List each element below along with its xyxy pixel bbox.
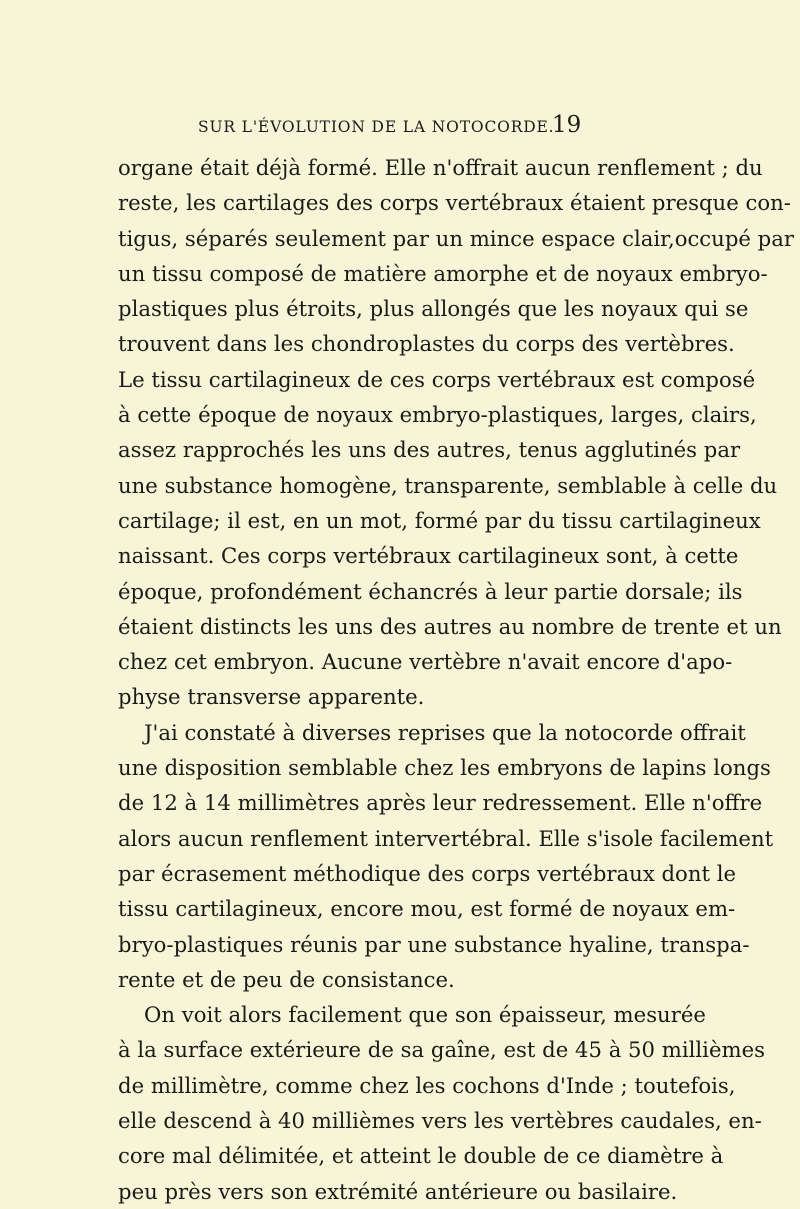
text-line: un tissu composé de matière amorphe et de noyaux embryo- <box>118 260 768 286</box>
text-line: à la surface extérieure de sa gaîne, est de 45 à 50 millièmes <box>118 1037 765 1063</box>
text-line: tigus, séparés seulement par un mince espace clair,occupé par <box>118 225 794 251</box>
text-line: par écrasement méthodique des corps vertébraux dont le <box>118 860 737 886</box>
text-line: chez cet embryon. Aucune vertèbre n'avait encore d'apo- <box>118 649 733 675</box>
text-line: de 12 à 14 millimètres après leur redressement. Elle n'offre <box>118 790 763 816</box>
page-number: 19 <box>552 112 582 138</box>
text-line: trouvent dans les chondroplastes du corps des vertèbres. <box>118 331 735 357</box>
text-line: plastiques plus étroits, plus allongés que les noyaux qui se <box>118 296 749 322</box>
text-line: organe était déjà formé. Elle n'offrait aucun renflement ; du <box>118 155 763 180</box>
text-line: tissu cartilagineux, encore mou, est formé de noyaux em- <box>118 896 736 922</box>
text-line: J'ai constaté à diverses reprises que la notocorde offrait <box>144 719 746 745</box>
running-head <box>0 112 800 146</box>
text-line: bryo-plastiques réunis par une substance hyaline, transpa- <box>118 931 750 957</box>
text-line: elle descend à 40 millièmes vers les vertèbres caudales, en- <box>118 1108 762 1134</box>
text-line: naissant. Ces corps vertébraux cartilagineux sont, à cette <box>118 543 739 569</box>
text-line: époque, profondément échancrés à leur partie dorsale; ils <box>118 578 743 604</box>
text-line: une substance homogène, transparente, semblable à celle du <box>118 472 778 498</box>
body-text <box>118 150 794 1209</box>
text-line: assez rapprochés les uns des autres, tenus agglutinés par <box>118 437 741 463</box>
running-title: SUR L'ÉVOLUTION DE LA NOTOCORDE. <box>198 118 555 136</box>
text-line: une disposition semblable chez les embryons de lapins longs <box>118 755 771 781</box>
text-line: On voit alors facilement que son épaisseur, mesurée <box>144 1002 706 1028</box>
text-line: Le tissu cartilagineux de ces corps vertébraux est composé <box>118 366 756 392</box>
text-line: alors aucun renflement intervertébral. Elle s'isole facilement <box>118 825 774 851</box>
text-line: rente et de peu de consistance. <box>118 966 455 992</box>
text-line: de millimètre, comme chez les cochons d'Inde ; toutefois, <box>118 1072 736 1098</box>
text-line: physe transverse apparente. <box>118 684 425 710</box>
text-line: étaient distincts les uns des autres au nombre de trente et un <box>118 613 782 639</box>
text-line: reste, les cartilages des corps vertébraux étaient presque con- <box>118 190 791 216</box>
text-line: à cette époque de noyaux embryo-plastiques, larges, clairs, <box>118 402 757 428</box>
text-line: core mal délimitée, et atteint le double de ce diamètre à <box>118 1143 724 1169</box>
text-line: cartilage; il est, en un mot, formé par du tissu cartilagineux <box>118 507 761 533</box>
text-line: peu près vers son extrémité antérieure ou basilaire. <box>118 1178 678 1204</box>
